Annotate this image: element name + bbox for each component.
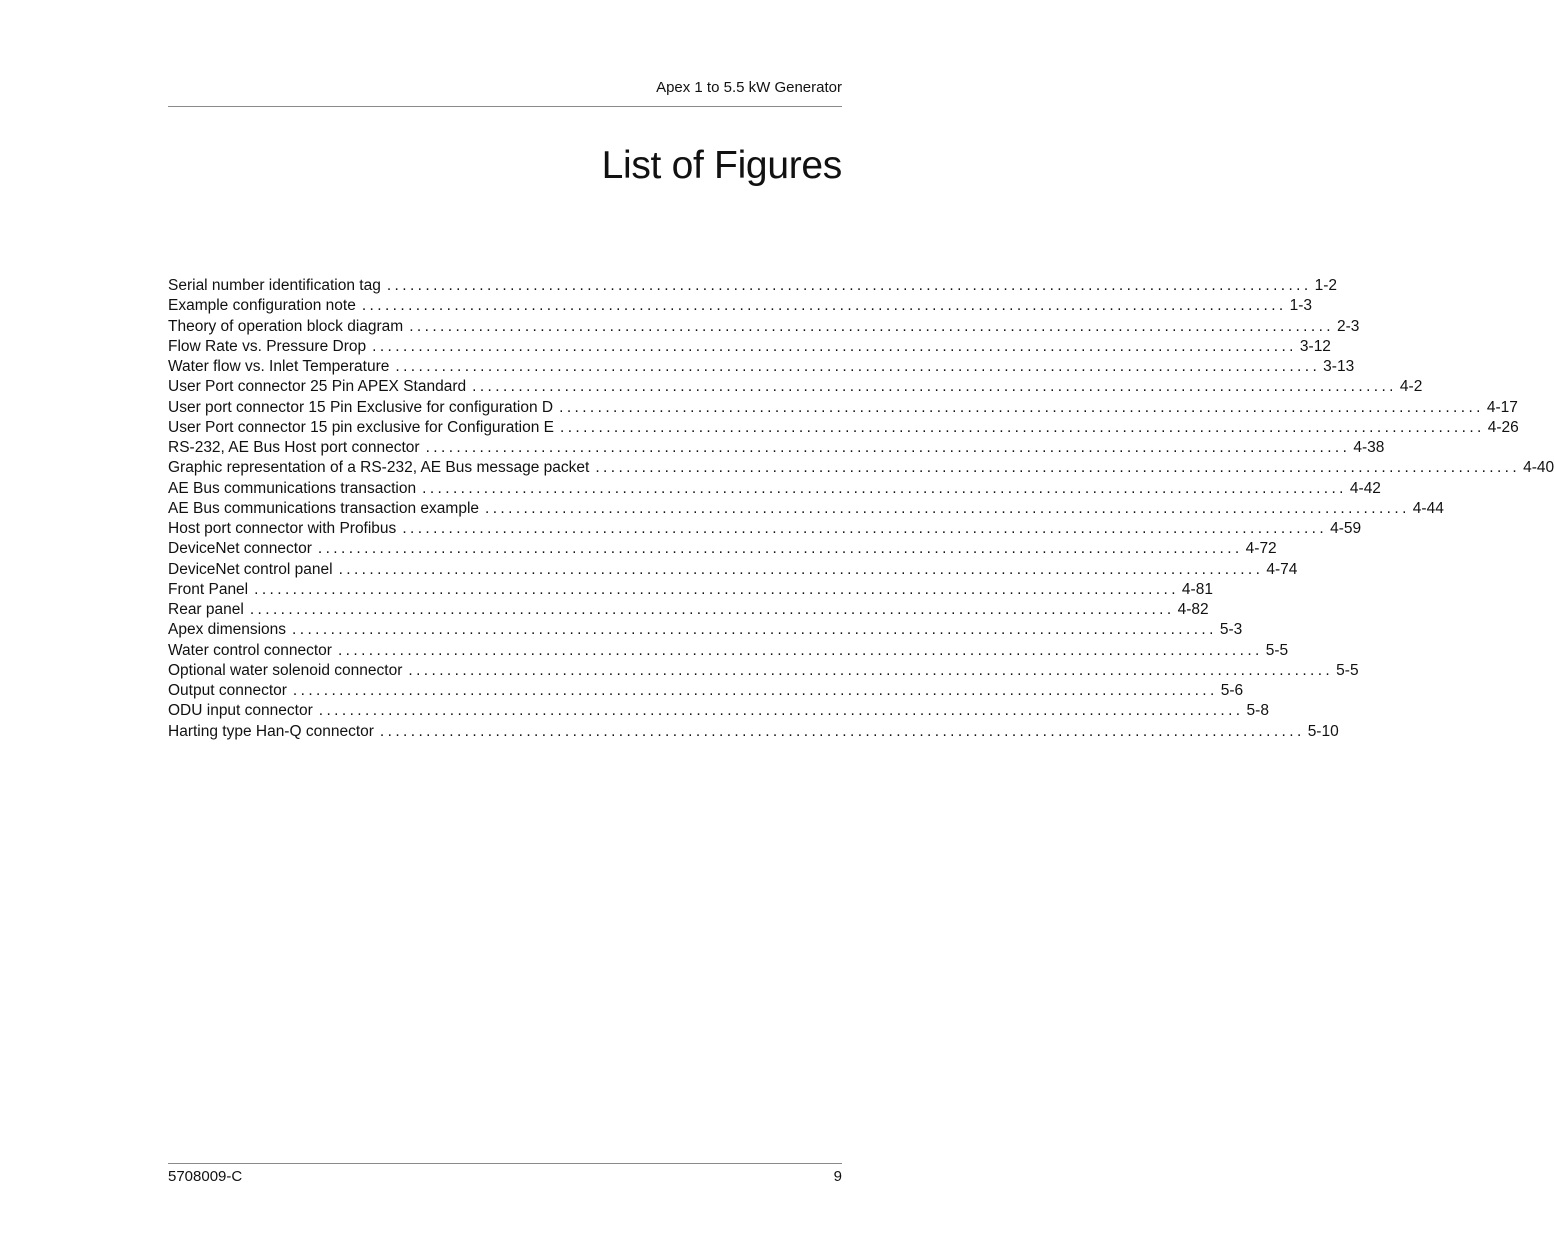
dot-leader: ........................................................................................................................ (402, 520, 1328, 537)
dot-leader: ........................................................................................................................ (425, 439, 1351, 456)
figure-page-number: 4-72 (1245, 540, 1277, 558)
dot-leader: ........................................................................................................................ (317, 540, 1243, 558)
figure-title: Water control connector (168, 641, 332, 659)
figure-page-number: 3-13 (1323, 358, 1355, 375)
figure-entry[interactable] (168, 276, 1338, 296)
dot-leader: ........................................................................................................................ (472, 378, 1397, 396)
figure-entry[interactable] (168, 580, 1213, 600)
figure-page-number: 4-38 (1353, 439, 1385, 456)
figure-entry[interactable] (168, 539, 1277, 559)
figure-entry[interactable] (168, 519, 1362, 539)
dot-leader: ........................................................................................................................ (386, 277, 1312, 294)
figure-page-number: 4-2 (1399, 378, 1423, 396)
figure-entry[interactable] (168, 438, 1385, 458)
dot-leader: ........................................................................................................................ (408, 661, 1334, 679)
figure-entry[interactable] (168, 458, 1554, 478)
figure-title: DeviceNet control panel (168, 560, 333, 578)
figure-entry[interactable] (168, 661, 1359, 681)
figure-entry[interactable] (168, 398, 1518, 418)
figure-page-number: 5-8 (1246, 702, 1269, 720)
figure-page-number: 1-3 (1289, 297, 1313, 315)
page-title: List of Figures (601, 144, 842, 187)
figure-entry[interactable] (168, 620, 1243, 640)
figure-entry[interactable] (168, 296, 1313, 316)
figure-title: ODU input connector (168, 702, 313, 720)
figure-page-number: 4-81 (1181, 580, 1213, 598)
figure-entry[interactable] (168, 357, 1355, 377)
figure-page-number: 4-74 (1266, 560, 1298, 578)
figure-entry[interactable] (168, 337, 1331, 357)
dot-leader: ........................................................................................................................ (337, 641, 1263, 659)
dot-leader: ........................................................................................................................ (422, 479, 1347, 497)
figure-entry[interactable] (168, 722, 1339, 742)
figure-page-number: 3-12 (1299, 337, 1331, 355)
figure-title: Harting type Han-Q connector (168, 722, 374, 740)
figure-entry[interactable] (168, 479, 1381, 499)
footer-divider (168, 1163, 842, 1164)
figure-title: Apex dimensions (168, 621, 287, 639)
figure-page-number: 4-59 (1330, 520, 1362, 537)
dot-leader: ........................................................................................................................ (395, 358, 1321, 375)
figure-page-number: 5-6 (1220, 682, 1244, 699)
figure-entry[interactable] (168, 560, 1298, 580)
document-number: 5708009-C (168, 1168, 243, 1185)
figure-entry[interactable] (168, 681, 1244, 701)
figure-entry[interactable] (168, 317, 1360, 337)
figure-entry[interactable] (168, 499, 1444, 519)
dot-leader: ........................................................................................................................ (361, 297, 1287, 315)
figure-title: RS-232, AE Bus Host port connector (168, 439, 420, 456)
figure-title: Water flow vs. Inlet Temperature (168, 358, 390, 375)
dot-leader: ........................................................................................................................ (595, 459, 1521, 477)
dot-leader: ........................................................................................................................ (409, 317, 1334, 335)
dot-leader: ........................................................................................................................ (249, 601, 1175, 618)
figure-page-number: 4-17 (1486, 398, 1518, 416)
figure-page-number: 4-82 (1177, 601, 1209, 618)
figure-entry[interactable] (168, 418, 1519, 438)
figure-title: Theory of operation block diagram (168, 317, 404, 335)
figure-title: Flow Rate vs. Pressure Drop (168, 337, 367, 355)
figure-page-number: 5-5 (1336, 661, 1359, 679)
dot-leader: ........................................................................................................................ (559, 418, 1485, 436)
figure-title: User port connector 15 Pin Exclusive for configuration D (168, 398, 554, 416)
figure-page-number: 5-5 (1265, 641, 1289, 659)
figure-title: Optional water solenoid connector (168, 661, 403, 679)
figure-entry[interactable] (168, 701, 1269, 721)
figure-title: Front Panel (168, 580, 249, 598)
figure-page-number: 4-42 (1349, 479, 1381, 497)
figure-title: User Port connector 15 pin exclusive for Configuration E (168, 418, 554, 436)
dot-leader: ........................................................................................................................ (559, 398, 1484, 416)
figure-page-number: 5-3 (1219, 621, 1243, 639)
dot-leader: ........................................................................................................................ (254, 580, 1179, 598)
dot-leader: ........................................................................................................................ (379, 722, 1305, 740)
figure-title: Host port connector with Profibus (168, 520, 397, 537)
dot-leader: ........................................................................................................................ (292, 621, 1217, 639)
figure-page-number: 1-2 (1314, 277, 1338, 294)
figure-list (168, 276, 1554, 742)
figure-title: DeviceNet connector (168, 540, 312, 558)
dot-leader: ........................................................................................................................ (338, 560, 1264, 578)
figure-page-number: 4-40 (1523, 459, 1554, 477)
figure-page-number: 4-44 (1412, 499, 1444, 517)
figure-title: Output connector (168, 682, 287, 699)
header-divider (168, 106, 842, 107)
figure-page-number: 4-26 (1487, 418, 1519, 436)
dot-leader: ........................................................................................................................ (485, 499, 1410, 517)
figure-page-number: 5-10 (1307, 722, 1339, 740)
figure-title: AE Bus communications transaction (168, 479, 417, 497)
figure-page-number: 2-3 (1337, 317, 1360, 335)
dot-leader: ........................................................................................................................ (292, 682, 1218, 699)
figure-title: Graphic representation of a RS-232, AE Bus message packet (168, 459, 590, 477)
dot-leader: ........................................................................................................................ (318, 702, 1244, 720)
figure-title: Example configuration note (168, 297, 356, 315)
running-header: Apex 1 to 5.5 kW Generator (656, 79, 842, 96)
figure-entry[interactable] (168, 600, 1209, 620)
figure-entry[interactable] (168, 641, 1289, 661)
dot-leader: ........................................................................................................................ (372, 337, 1297, 355)
figure-title: User Port connector 25 Pin APEX Standard (168, 378, 467, 396)
figure-title: Serial number identification tag (168, 277, 381, 294)
figure-title: AE Bus communications transaction example (168, 499, 480, 517)
figure-title: Rear panel (168, 601, 244, 618)
page-number: 9 (833, 1168, 842, 1185)
figure-entry[interactable] (168, 377, 1423, 397)
